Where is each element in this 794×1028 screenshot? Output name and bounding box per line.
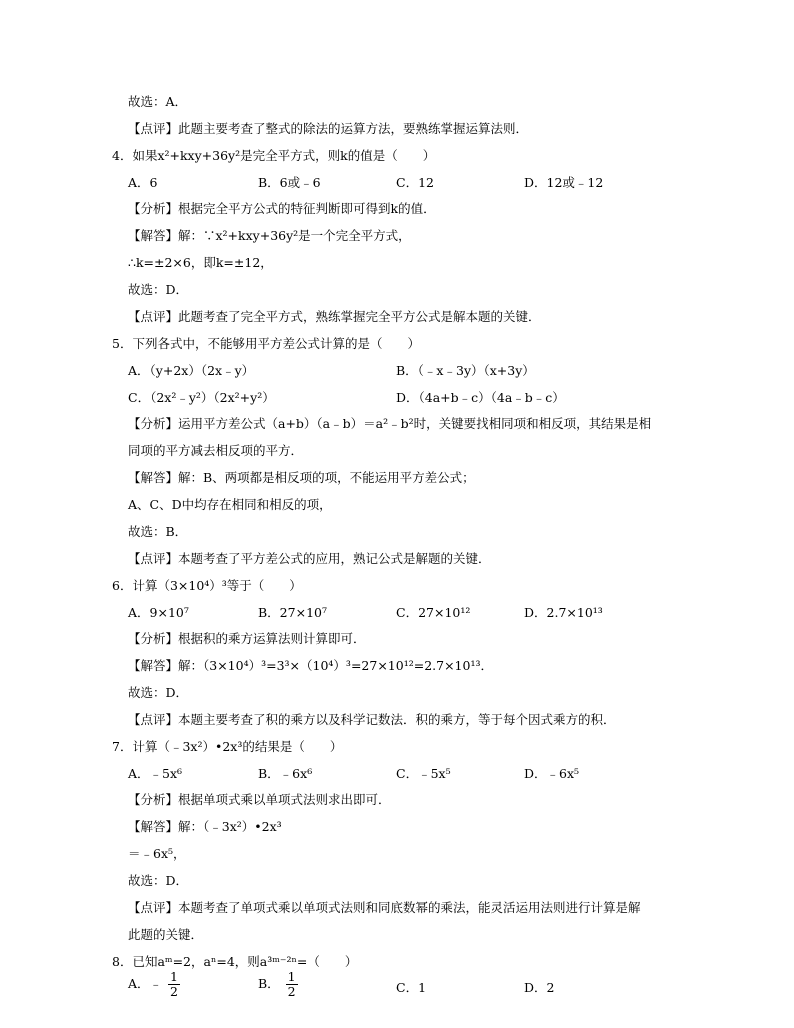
text-line: 【点评】本题主要考查了积的乘方以及科学记数法．积的乘方，等于每个因式乘方的积． bbox=[128, 712, 616, 727]
option-8b bbox=[258, 970, 298, 999]
fraction-numerator: 1 bbox=[170, 969, 178, 984]
option-6b: B．27×10⁷ bbox=[258, 605, 327, 620]
option-4b: B．6或﹣6 bbox=[258, 175, 321, 190]
option-8b-label: B． bbox=[258, 976, 280, 991]
text-line: 故选：B． bbox=[128, 524, 188, 539]
option-7c: C．﹣5x⁵ bbox=[396, 766, 451, 781]
text-line: 【解答】解：∵x²+kxy+36y²是一个完全平方式， bbox=[128, 228, 411, 243]
option-5d: D．（4a+b﹣c）（4a﹣b﹣c） bbox=[396, 390, 565, 405]
question-4-stem: 4．如果x²+kxy+36y²是完全平方式，则k的值是（ ） bbox=[112, 148, 436, 163]
text-line: 【解答】解：（﹣3x²）•2x³ bbox=[128, 819, 282, 834]
option-7d: D．﹣6x⁵ bbox=[524, 766, 580, 781]
text-line: 故选：D． bbox=[128, 685, 189, 700]
option-8a-label: A．﹣ bbox=[128, 976, 163, 991]
option-5b: B．（﹣x﹣3y）（x+3y） bbox=[396, 363, 535, 378]
fraction-numerator: 1 bbox=[287, 969, 296, 984]
text-line: 【分析】运用平方差公式（a+b）（a﹣b）＝a²﹣b²时，关键要找相同项和相反项，其结果是相 bbox=[128, 416, 652, 431]
fraction-denominator: 2 bbox=[170, 984, 178, 999]
fraction bbox=[286, 970, 298, 999]
option-4a: A．6 bbox=[128, 175, 158, 190]
text-line: 【点评】本题考查了单项式乘以单项式法则和同底数幂的乘法，能灵活运用法则进行计算是解 bbox=[128, 900, 641, 915]
text-line: 【点评】此题主要考查了整式的除法的运算方法，要熟练掌握运算法则． bbox=[128, 121, 529, 136]
option-6c: C．27×10¹² bbox=[396, 605, 471, 620]
fraction bbox=[168, 970, 180, 999]
option-5c: C．（2x²﹣y²）（2x²+y²） bbox=[128, 390, 275, 405]
option-8a bbox=[128, 970, 180, 999]
text-line: 故选：A． bbox=[128, 94, 188, 109]
text-line: 同项的平方减去相反项的平方． bbox=[128, 443, 304, 458]
question-7-stem: 7．计算（﹣3x²）•2x³的结果是（ ） bbox=[112, 739, 343, 754]
text-line: 【分析】根据积的乘方运算法则计算即可． bbox=[128, 631, 366, 646]
text-line: 【分析】根据单项式乘以单项式法则求出即可． bbox=[128, 792, 391, 807]
question-6-stem: 6．计算（3×10⁴）³等于（ ） bbox=[112, 578, 302, 593]
text-line: 【点评】此题考查了完全平方式，熟练掌握完全平方公式是解本题的关键． bbox=[128, 309, 541, 324]
text-line: 此题的关键． bbox=[128, 927, 204, 942]
text-line: 【解答】解：B、两项都是相反项的项，不能运用平方差公式； bbox=[128, 470, 475, 485]
option-8d: D．2 bbox=[524, 980, 555, 995]
option-7b: B．﹣6x⁶ bbox=[258, 766, 313, 781]
option-8c: C．1 bbox=[396, 980, 427, 995]
text-line: 故选：D． bbox=[128, 873, 189, 888]
option-6a: A．9×10⁷ bbox=[128, 605, 189, 620]
text-line: 【分析】根据完全平方公式的特征判断即可得到k的值． bbox=[128, 201, 436, 216]
option-6d: D．2.7×10¹³ bbox=[524, 605, 603, 620]
text-line: 【解答】解：（3×10⁴）³=3³×（10⁴）³=27×10¹²=2.7×10¹³． bbox=[128, 658, 493, 673]
fraction-denominator: 2 bbox=[287, 984, 296, 999]
question-5-stem: 5．下列各式中，不能够用平方差公式计算的是（ ） bbox=[112, 336, 420, 351]
option-7a: A．﹣5x⁶ bbox=[128, 766, 183, 781]
text-line: 【点评】本题考查了平方差公式的应用，熟记公式是解题的关键． bbox=[128, 551, 491, 566]
text-line: ＝﹣6x⁵， bbox=[128, 846, 186, 861]
option-4d: D．12或﹣12 bbox=[524, 175, 604, 190]
option-4c: C．12 bbox=[396, 175, 434, 190]
text-line: A、C、D中均存在相同和相反的项， bbox=[128, 497, 332, 512]
text-line: ∴k=±2×6，即k=±12， bbox=[128, 255, 273, 270]
question-8-stem: 8．已知aᵐ=2，aⁿ=4，则a³ᵐ⁻²ⁿ=（ ） bbox=[112, 954, 358, 969]
option-5a: A．（y+2x）（2x﹣y） bbox=[128, 363, 255, 378]
text-line: 故选：D． bbox=[128, 282, 189, 297]
